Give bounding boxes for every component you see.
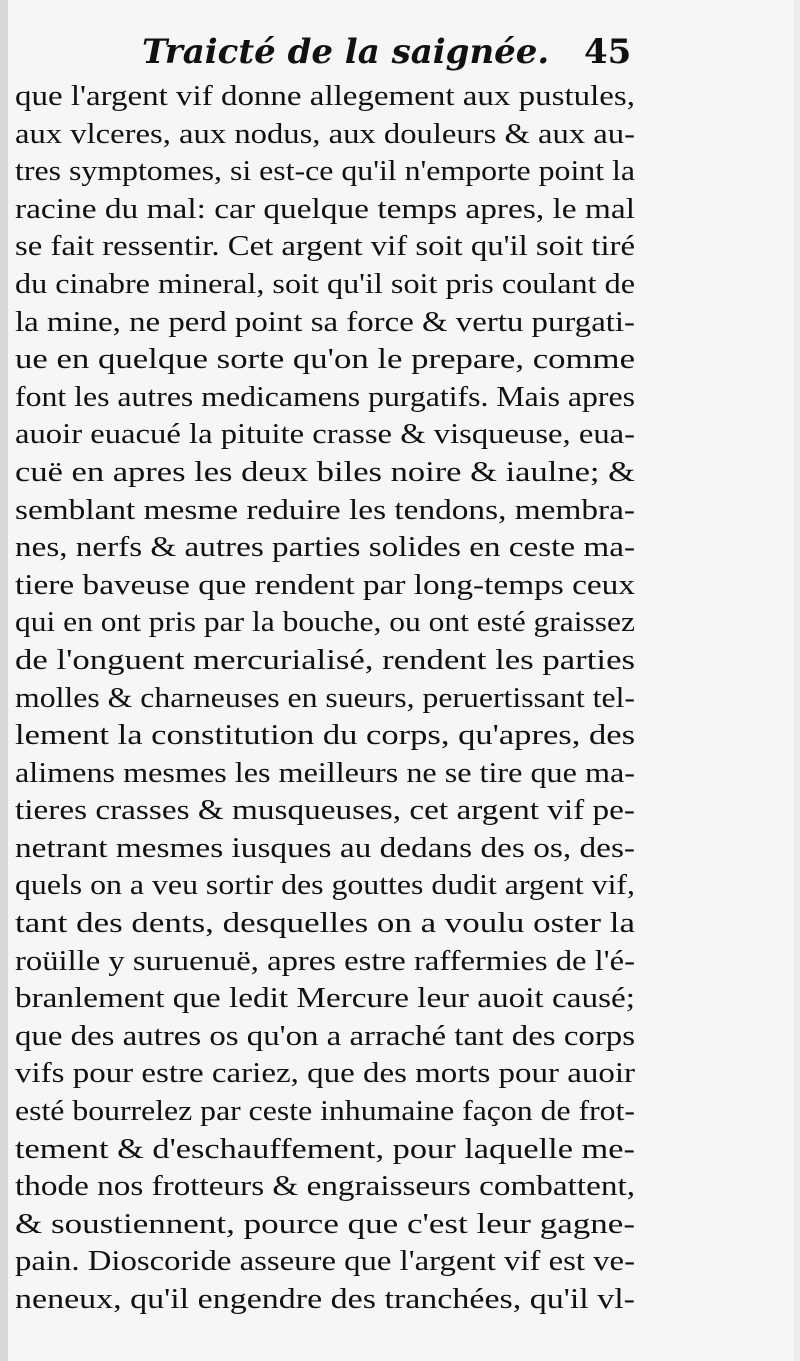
text-line: tant des dents, desquelles on a voulu oster la (15, 907, 635, 940)
text-line: quels on a veu sortir des gouttes dudit argent vif, (15, 869, 636, 902)
text-line: qui en ont pris par la bouche, ou ont esté graissez (15, 606, 635, 639)
body-text (15, 78, 655, 1319)
text-line: vifs pour estre cariez, que des morts pour auoir (15, 1057, 635, 1090)
text-line: racine du mal: car quelque temps apres, le mal (15, 192, 635, 225)
text-line: & soustiennent, pource que c'est leur gagne- (15, 1207, 636, 1240)
text-line: esté bourrelez par ceste inhumaine façon de frot- (15, 1095, 635, 1128)
text-line: que l'argent vif donne allegement aux pustules, (15, 80, 636, 112)
text-line: thode nos frotteurs & engraisseurs combattent, (15, 1170, 636, 1203)
text-line: tiere baveuse que rendent par long-temps ceux (15, 568, 636, 601)
text-line: du cinabre mineral, soit qu'il soit pris coulant de (15, 267, 636, 300)
text-line: neneux, qu'il engendre des tranchées, qu'il vl- (15, 1283, 636, 1315)
text-line: la mine, ne perd point sa force & vertu purgati- (15, 305, 636, 338)
text-line: auoir euacué la pituite crasse & visqueuse, eua- (15, 418, 636, 451)
text-line: tres symptomes, si est-ce qu'il n'emporte point la (15, 155, 636, 188)
page-gutter-shadow (0, 0, 8, 1361)
text-line: roüille y suruenuë, apres estre raffermies de l'é- (15, 944, 636, 977)
running-title: Traicté de la saignée. (142, 32, 550, 72)
text-line: alimens mesmes les meilleurs ne se tire que ma- (15, 756, 635, 789)
text-line: de l'onguent mercurialisé, rendent les parties (15, 643, 636, 676)
text-line: netrant mesmes iusques au dedans des os, des- (15, 831, 636, 864)
text-line: se fait ressentir. Cet argent vif soit qu'il soit tiré (15, 230, 635, 263)
page-edge (794, 0, 800, 1361)
text-line: tieres crasses & musqueuses, cet argent vif pe- (15, 794, 635, 827)
text-line: que des autres os qu'on a arraché tant des corps (15, 1019, 636, 1052)
text-line: tement & d'eschauffement, pour laquelle me- (15, 1132, 635, 1165)
text-line: branlement que ledit Mercure leur auoit causé; (15, 982, 636, 1015)
text-line: pain. Dioscoride asseure que l'argent vif est ve- (15, 1245, 636, 1278)
text-line: ue en quelque sorte qu'on le prepare, comme (15, 343, 636, 376)
running-head (0, 26, 800, 76)
text-line: font les autres medicamens purgatifs. Mais apres (15, 380, 635, 413)
text-line: nes, nerfs & autres parties solides en ceste ma- (15, 531, 635, 564)
text-line: molles & charneuses en sueurs, peruertissant tel- (15, 681, 635, 714)
text-line: cuë en apres les deux biles noire & iaulne; & (15, 455, 635, 488)
page-number: 45 (584, 32, 632, 72)
text-line: aux vlceres, aux nodus, aux douleurs & aux au- (15, 117, 635, 150)
text-line: lement la constitution du corps, qu'apres, des (15, 719, 636, 752)
text-line: semblant mesme reduire les tendons, membra- (15, 493, 636, 526)
